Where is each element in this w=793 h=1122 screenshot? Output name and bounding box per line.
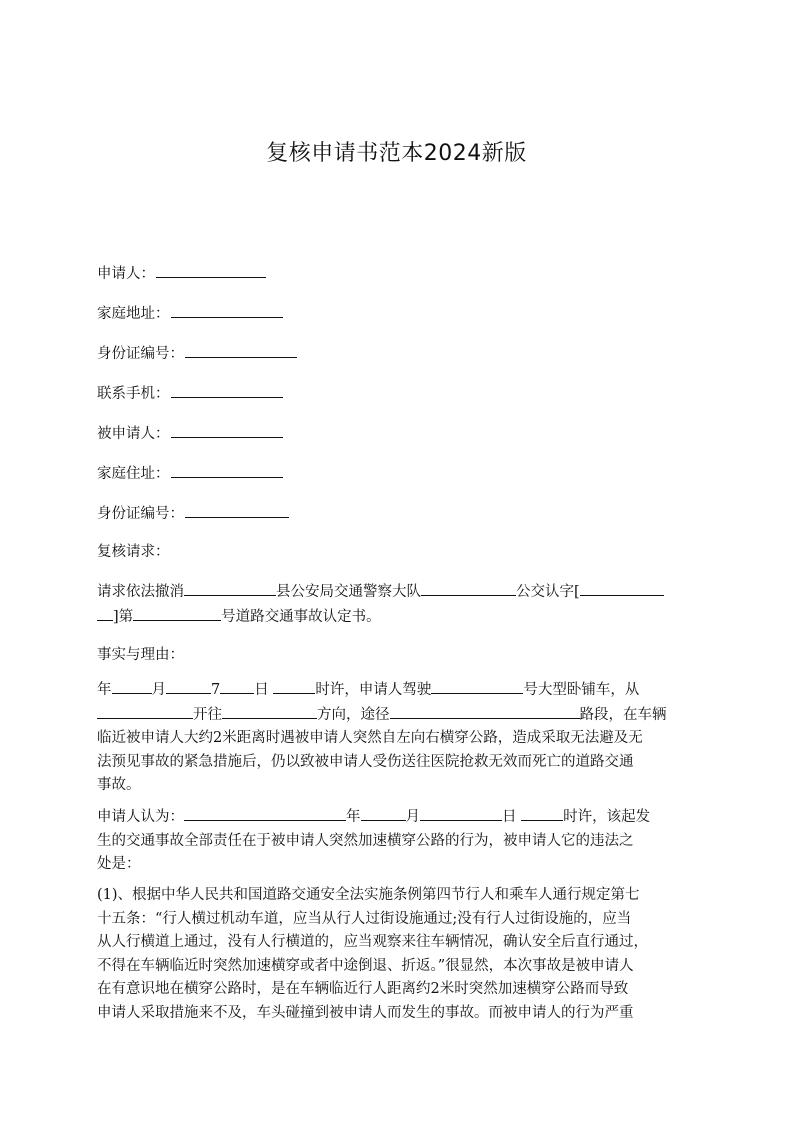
blank-line [420, 805, 502, 821]
review-request-heading: 复核请求： [97, 544, 170, 560]
blank-line [171, 422, 283, 438]
blank-line [431, 678, 523, 694]
field-respondent [97, 422, 284, 444]
facts-paragraph [97, 678, 697, 798]
blank-line [171, 382, 283, 398]
facts-text: 时许，申请人驾驶 [315, 682, 432, 698]
blank-line [156, 262, 266, 278]
facts-text: 方向，途径 [317, 706, 390, 723]
field-respondent-id [97, 502, 290, 524]
blank-line [185, 502, 289, 518]
opinion-text: 日 [502, 809, 517, 825]
field-label: 家庭住址： [97, 466, 170, 482]
request-paragraph [97, 580, 697, 629]
blank-line [521, 805, 563, 821]
blank-line [166, 678, 211, 694]
blank-line [133, 605, 221, 621]
facts-line: 法预见事故的紧急措施后，仍以致被申请人受伤送往医院抢救无效而死亡的道路交通 [97, 753, 634, 770]
blank-line [361, 805, 406, 821]
blank-line [171, 302, 283, 318]
opinion-line: 生的交通事故全部责任在于被申请人突然加速横穿公路的行为，被申请人它的违法之 [97, 832, 634, 849]
facts-text: 日 [254, 682, 269, 698]
document-title: 复核申请书范本2024新版 [266, 141, 527, 166]
facts-text: 7 [211, 682, 221, 698]
blank-line [112, 678, 152, 694]
opinion-text: 年 [346, 809, 361, 825]
field-label: 联系手机： [97, 386, 170, 402]
blank-line [97, 605, 113, 621]
blank-line [390, 703, 580, 719]
request-text: 公交认字[ [516, 584, 580, 600]
clause-line: (1)、根据中华人民共和国道路交通安全法实施条例第四节行人和乘车人通行规定第七 [97, 887, 640, 903]
blank-line [171, 462, 283, 478]
blank-line [220, 678, 254, 694]
blank-line [184, 805, 346, 821]
blank-line [97, 703, 193, 719]
facts-line: 事故。 [97, 777, 141, 793]
field-label: 申请人： [97, 266, 155, 282]
opinion-text: 申请人认为： [97, 809, 184, 825]
field-label: 家庭地址： [97, 306, 170, 322]
field-label: 身份证编号： [97, 506, 184, 522]
facts-heading: 事实与理由： [97, 647, 184, 663]
clause-line: 不得在车辆临近时突然加速横穿或者中途倒退、折返。”很显然，本次事故是被申请人 [97, 957, 634, 974]
request-text: ]第 [113, 608, 134, 625]
opinion-line: 处是： [97, 856, 141, 872]
opinion-text: 月 [405, 809, 420, 825]
facts-text: 路段，在车辆 [579, 706, 667, 723]
blank-line [185, 342, 297, 358]
field-id-number [97, 342, 298, 364]
facts-line: 临近被申请人大约2米距离时遇被申请人突然自左向右横穿公路，造成采取无法避及无 [97, 730, 643, 746]
clause-line: 从人行横道上通过，没有人行横道的，应当观察来往车辆情况，确认安全后直行通过， [97, 934, 648, 950]
field-label: 身份证编号： [97, 346, 184, 362]
field-residence [97, 462, 284, 484]
request-text: 号道路交通事故认定书。 [221, 608, 381, 625]
blank-line [184, 580, 276, 596]
blank-line [421, 580, 516, 596]
clause-line: 十五条：“行人横过机动车道，应当从行人过街设施通过;没有行人过街设施的，应当 [97, 910, 632, 927]
field-label: 被申请人： [97, 426, 170, 442]
opinion-text: 时许，该起发 [563, 809, 651, 825]
field-applicant [97, 262, 267, 284]
facts-text: 号大型卧铺车，从 [523, 682, 640, 698]
clause-paragraph [97, 884, 697, 1025]
field-phone [97, 382, 284, 404]
clause-line: 在有意识地在横穿公路时，是在车辆临近行人距离约2米时突然加速横穿公路而导致 [97, 981, 629, 997]
facts-text: 月 [151, 682, 166, 698]
opinion-paragraph [97, 805, 697, 877]
facts-text: 开往 [193, 706, 222, 723]
clause-line: 申请人采取措施来不及，车头碰撞到被申请人而发生的事故。而被申请人的行为严重 [97, 1004, 634, 1021]
blank-line [580, 580, 664, 596]
facts-text: 年 [97, 682, 112, 698]
field-home-address [97, 302, 284, 324]
request-text: 请求依法撤消 [97, 584, 184, 600]
blank-line [273, 678, 315, 694]
request-text: 县公安局交通警察大队 [276, 584, 421, 600]
blank-line [222, 703, 317, 719]
